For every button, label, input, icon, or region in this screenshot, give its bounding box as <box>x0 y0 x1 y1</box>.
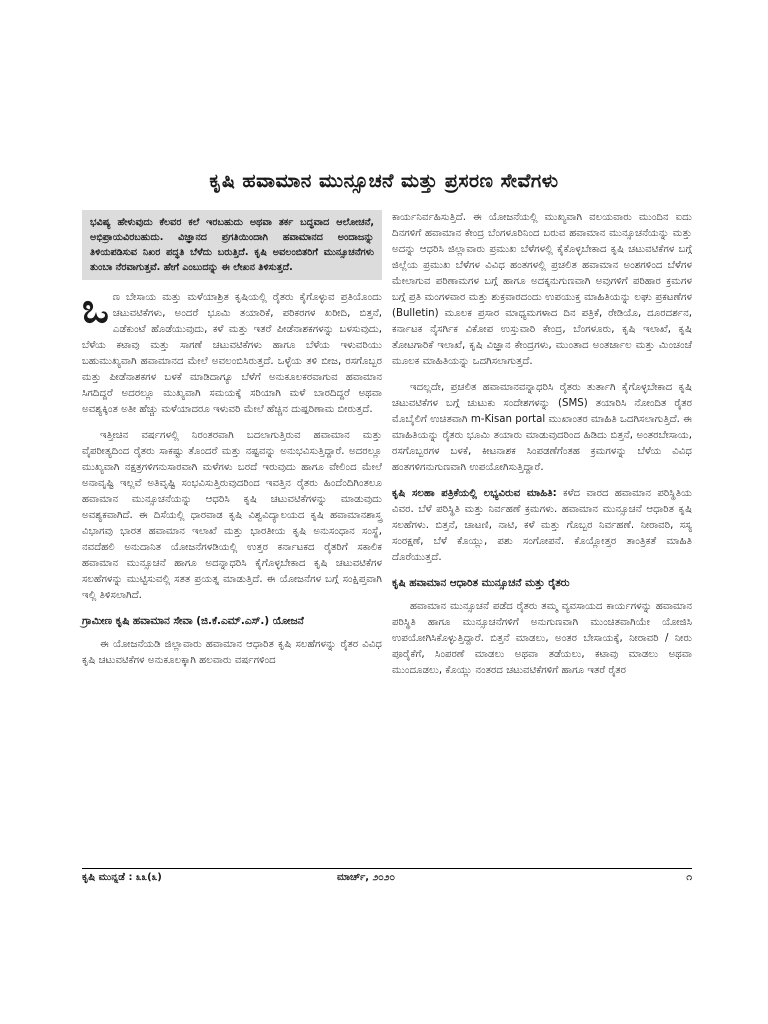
paragraph-2: ಇತ್ತೀಚಿನ ವರ್ಷಗಳಲ್ಲಿ ನಿರಂತರವಾಗಿ ಬದಲಾಗುತ್ತಿರುವ ಹವಾಮಾನ ಮತ್ತು ವೈಪರೀತ್ಯದಿಂದ ರೈತರು ಸಾಕಷ್ಟು ತೊಂದರೆ ಮತ್ತು ನಷ್ಟವನ್ನು ಅನುಭವಿಸುತ್ತಿದ್ದಾರೆ. ಅದರಲ್ಲೂ ಮುಖ್ಯವಾಗಿ ನಕ್ಷತ್ರಗಳಿಗನುಸಾರವಾಗಿ ಮಳೆಗಳು ಬರದೆ ಇರುವುದು ಹಾಗೂ ವೇಲಿಂದ ಮೇಲೆ ಅನಾವೃಷ್ಟಿ ಇಲ್ಲವೆ ಅತಿವೃಷ್ಟಿ ಸಂಭವಿಸುತ್ತಿರುವುದರಿಂದ ಇವತ್ತಿನ ರೈತರು ಹಿಂದೆಂದಿಗಿಂತಲೂ ಹವಾಮಾನ ಮುನ್ಸೂಚನೆಯನ್ನು ಆಧರಿಸಿ ಕೃಷಿ ಚಟುವಟಿಕೆಗಳನ್ನು ಮಾಡುವುದು ಅವಶ್ಯಕವಾಗಿದೆ. ಈ ದಿಸೆಯಲ್ಲಿ ಧಾರವಾಡ ಕೃಷಿ ವಿಶ್ವವಿದ್ಯಾಲಯದ ಕೃಷಿ ಹವಾಮಾನಶಾಸ್ತ್ರ ವಿಭಾಗವು ಭಾರತ ಹವಾಮಾನ ಇಲಾಖೆ ಮತ್ತು ಭಾರತೀಯ ಕೃಷಿ ಅನುಸಂಧಾನ ಸಂಸ್ಥೆ, ನವದೆಹಲಿ ಅನುದಾನಿತ ಯೋಜನೆಗಳಡಿಯಲ್ಲಿ ಉತ್ತರ ಕರ್ನಾಟಕದ ರೈತರಿಗೆ ಸಕಾಲಿಕ ಹವಾಮಾನ ಮುನ್ಸೂಚನೆ ಹಾಗೂ ಅದನ್ನಾಧರಿಸಿ ಕೈಗೊಳ್ಳಬೇಕಾದ ಕೃಷಿ ಚಟುವಟಿಕೆಗಳ ಸಲಹೆಗಳನ್ನು ಮುಟ್ಟಿಸುವಲ್ಲಿ ಸತತ ಪ್ರಯತ್ನ ಮಾಡುತ್ತಿದೆ. ಈ ಯೋಜನೆಗಳ ಬಗ್ಗೆ ಸಂಕ್ಷಿಪ್ತವಾಗಿ ಇಲ್ಲಿ ತಿಳಿಸಲಾಗಿದೆ. <box>82 430 382 601</box>
paragraph-4: ಕಾರ್ಯನಿರ್ವಹಿಸುತ್ತಿದೆ. ಈ ಯೋಜನೆಯಲ್ಲಿ ಮುಖ್ಯವಾಗಿ ವಲಯವಾರು ಮುಂದಿನ ಐದು ದಿನಗಳಿಗೆ ಹವಾಮಾನ ಕೇಂದ್ರ ಬೆಂಗಳೂರಿನಿಂದ ಬರುವ ಹವಾಮಾನ ಮುನ್ಸೂಚನೆಯನ್ನು ಮತ್ತು ಅದನ್ನು ಆಧರಿಸಿ ಜಿಲ್ಲಾವಾರು ಪ್ರಮುಖ ಬೆಳೆಗಳಲ್ಲಿ ಕೈಕೊಳ್ಳಬೇಕಾದ ಕೃಷಿ ಚಟುವಟಿಕೆಗಳ ಬಗ್ಗೆ ಜಿಲ್ಲೆಯ ಪ್ರಮುಖ ಬೆಳೆಗಳ ವಿವಿಧ ಹಂತಗಳಲ್ಲಿ ಪ್ರಚಲಿತ ಹವಾಮಾನ ಅಂಶಗಳಿಂದ ಬೆಳೆಗಳ ಮೇಲಾಗುವ ಪರಿಣಾಮಗಳ ಬಗ್ಗೆ ಹಾಗೂ ಅದಕ್ಕನುಗುಣವಾಗಿ ಅವುಗಳಿಗೆ ಪರಿಹಾರ ಕ್ರಮಗಳ ಬಗ್ಗೆ ಪ್ರತಿ ಮಂಗಳವಾರ ಮತ್ತು ಶುಕ್ರವಾರದಂದು ಉಪಯುಕ್ತ ಮಾಹಿತಿಯನ್ನು ಲಘು ಪ್ರಕಟಣೆಗಳ (Bulletin) ಮೂಲಕ ಪ್ರಸಾರ ಮಾಧ್ಯಮಗಳಾದ ದಿನ ಪತ್ರಿಕೆ, ರೇಡಿಯೊ, ದೂರದರ್ಶನ, ಕರ್ನಾಟಕ ನೈಸರ್ಗಿಕ ವಿಕೋಪ ಉಸ್ತುವಾರಿ ಕೇಂದ್ರ, ಬೆಂಗಳೂರು, ಕೃಷಿ ಇಲಾಖೆ, ಕೃಷಿ ತೋಟಗಾರಿಕೆ ಇಲಾಖೆ, ಕೃಷಿ ವಿಜ್ಞಾನ ಕೇಂದ್ರಗಳು, ಮುಂತಾದ ಅಂತರ್ಜಾಲ ಮತ್ತು ಮಿಂಚಂಚೆ ಮೂಲಕ ಮಾಹಿತಿಯನ್ನು ಒದಗಿಸಲಾಗುತ್ತದೆ. <box>392 212 692 367</box>
section-heading-gkms: ಗ್ರಾಮೀಣ ಕೃಷಿ ಹವಾಮಾನ ಸೇವಾ (ಜಿ.ಕೆ.ಎಮ್.ಎಸ್.) ಯೋಜನೆ <box>82 615 304 627</box>
footer-page-number: ೧ <box>686 872 692 883</box>
paragraph-5: ಇದಲ್ಲದೇ, ಪ್ರಚಲಿತ ಹವಾಮಾನವನ್ನಾಧರಿಸಿ ರೈತರು ತುರ್ತಾಗಿ ಕೈಗೊಳ್ಳಬೇಕಾದ ಕೃಷಿ ಚಟುವಟಿಕೆಗಳ ಬಗ್ಗೆ ಚುಟುಕು ಸಂದೇಶಗಳನ್ನು (SMS) ತಯಾರಿಸಿ ನೋಂದಿತ ರೈತರ ಮೊಬೈಲಿಗೆ ಉಚಿತವಾಗಿ m-Kisan portal ಮುಖಾಂತರ ಮಾಹಿತಿ ಒದಗಿಸಲಾಗುತ್ತಿದೆ. ಈ ಮಾಹಿತಿಯನ್ನು ರೈತರು ಭೂಮಿ ತಯಾರು ಮಾಡುವುದರಿಂದ ಹಿಡಿದು ಬಿತ್ತನೆ, ಅಂತರಬೇಸಾಯ, ರಸಗೊಬ್ಬರಗಳ ಬಳಕೆ, ಕೀಟನಾಶಕ ಸಿಂಪಡಣೆಗೆಂತಹ ಕ್ರಮಗಳನ್ನು ಬೆಳೆಯ ವಿವಿಧ ಹಂತಗಳಿಗನುಗುಣವಾಗಿ ಉಪಯೋಗಿಸುತ್ತಿದ್ದಾರೆ. <box>392 382 692 473</box>
right-column <box>392 210 692 689</box>
footer-date: ಮಾರ್ಚ್, ೨೦೨೦ <box>337 872 395 883</box>
paragraph-1-text: ಣ ಬೇಸಾಯ ಮತ್ತು ಮಳೆಯಾಶ್ರಿತ ಕೃಷಿಯಲ್ಲಿ ರೈತರು ಕೈಗೊಳ್ಳುವ ಪ್ರತಿಯೊಂದು ಚಟುವಟಿಕೆಗಳು, ಅಂದರೆ ಭೂಮಿ ತಯಾರಿಕೆ, ಪರಿಕರಗಳ ಖರೀದಿ, ಬಿತ್ತನೆ, ಎಡೆಕುಂಟೆ ಹೊಡೆಯುವುದು, ಕಳೆ ಮತ್ತು ಇತರೆ ಪೀಡೆನಾಶಕಗಳನ್ನು ಬಳಸುವುದು, ಬೆಳೆಯ ಕಟಾವು ಮತ್ತು ಸಾಗಣೆ ಚಟುವಟಿಕೆಗಳು ಹಾಗೂ ಬೆಳೆಯ ಇಳುವರಿಯು ಬಹುಮುಖ್ಯವಾಗಿ ಹವಾಮಾನದ ಮೇಲೆ ಅವಲಂಬಿಸಿರುತ್ತದೆ. ಒಳ್ಳೆಯ ತಳಿ ಬೀಜ, ರಸಗೊಬ್ಬರ ಮತ್ತು ಪೀಡೆನಾಶಕಗಳ ಬಳಕೆ ಮಾಡಿದಾಗ್ಯೂ ಬೆಳೆಗೆ ಅನುಕೂಲಕರವಾಗುವ ಹವಾಮಾನ ಸಿಗದಿದ್ದರೆ ಅದರಲ್ಲೂ ಮುಖ್ಯವಾಗಿ ಸಮಯಕ್ಕೆ ಸರಿಯಾಗಿ ಮಳೆ ಬಾರದಿದ್ದರೆ ಅಥವಾ ಅವಶ್ಯಕ್ಕಿಂತ ಅತೀ ಹೆಚ್ಚು ಮಳೆಯಾದರೂ ಇಳುವರಿ ಮೇಲೆ ಹೆಚ್ಚಿನ ದುಷ್ಪರಿಣಾಮ ಬೀರುತ್ತದೆ. <box>82 292 382 415</box>
paragraph-7: ಹವಾಮಾನ ಮುನ್ಸೂಚನೆ ಪಡೆದ ರೈತರು ತಮ್ಮ ವ್ಯವಸಾಯದ ಕಾರ್ಯಗಳನ್ನು ಹವಾಮಾನ ಪರಿಸ್ಥಿತಿ ಹಾಗೂ ಮುನ್ಸೂಚನೆಗಳಿಗೆ ಅನುಗುಣವಾಗಿ ಮುಂಚಿತವಾಗಿಯೇ ಯೋಜಿಸಿ ಉಪಯೋಗಿಸಿಕೊಳ್ಳುತ್ತಿದ್ದಾರೆ. ಬಿತ್ತನೆ ಮಾಡಲು, ಅಂತರ ಬೇಸಾಯಕ್ಕೆ, ನೀರಾವರಿ / ನೀರು ಪೂರೈಕೆಗೆ, ಸಿಂಪರಣೆ ಮಾಡಲು ಅಥವಾ ತಡೆಯಲು, ಕಟಾವು ಮಾಡಲು ಅಥವಾ ಮುಂದೂಡಲು, ಕೊಯ್ಲು ನಂತರದ ಚಟುವಟಿಕೆಗಳಿಗೆ ಹಾಗೂ ಇತರೆ ರೈತರ <box>392 601 692 676</box>
paragraph-1 <box>82 286 382 418</box>
paragraph-6 <box>392 486 692 566</box>
page-footer <box>82 872 692 888</box>
intro-box: ಭವಿಷ್ಯ ಹೇಳುವುದು ಕೆಲವರ ಕಲೆ ಇರಬಹುದು ಅಥವಾ ತರ್ಕ ಬದ್ಧವಾದ ಆಲೋಚನೆ, ಅಭಿಪ್ರಾಯವಿರಬಹುದು. ವಿಜ್ಞಾನದ ಪ್ರಗತಿಯಿಂದಾಗಿ ಹವಾಮಾನದ ಅಂದಾಜನ್ನು ತಿಳಿಯಪಡಿಸುವ ನಿಖರ ಪದ್ಧತಿ ಬೆಳೆದು ಬರುತ್ತಿದೆ. ಕೃಷಿ ಅವಲಂಬಿತರಿಗೆ ಮುನ್ಸೂಚನೆಗಳು ತುಂಬಾ ನೆರವಾಗುತ್ತವೆ. ಹೇಗೆ ಎಂಬುದನ್ನು ಈ ಲೇಖನ ತಿಳಿಸುತ್ತದೆ. <box>82 210 382 280</box>
footer-journal: ಕೃಷಿ ಮುನ್ನಡೆ : ೩೩(೩) <box>82 872 162 883</box>
drop-cap: ಒ <box>82 286 109 332</box>
section-heading-farmers: ಕೃಷಿ ಹವಾಮಾನ ಆಧಾರಿತ ಮುನ್ಸೂಚನೆ ಮತ್ತು ರೈತರು <box>392 577 570 589</box>
left-column <box>82 210 382 679</box>
paragraph-3: ಈ ಯೋಜನೆಯಡಿ ಜಿಲ್ಲಾವಾರು ಹವಾಮಾನ ಆಧಾರಿತ ಕೃಷಿ ಸಲಹೆಗಳನ್ನು ರೈತರ ವಿವಿಧ ಕೃಷಿ ಚಟುವಟಿಕೆಗಳ ಅನುಕೂಲಕ್ಕಾಗಿ ಹಲವಾರು ವರ್ಷಗಳಿಂದ <box>82 639 382 666</box>
footer-rule <box>82 868 692 869</box>
paragraph-6-lead: ಕೃಷಿ ಸಲಹಾ ಪತ್ರಿಕೆಯಲ್ಲಿ ಲಭ್ಯವಿರುವ ಮಾಹಿತಿ: <box>392 488 557 499</box>
article-title: ಕೃಷಿ ಹವಾಮಾನ ಮುನ್ಸೂಚನೆ ಮತ್ತು ಪ್ರಸರಣ ಸೇವೆಗಳು <box>209 170 559 192</box>
paragraph-6-text: ಕಳೆದ ವಾರದ ಹವಾಮಾನ ಪರಿಸ್ಥಿತಿಯ ವಿವರ. ಬೆಳೆ ಪರಿಸ್ಥಿತಿ ಮತ್ತು ನಿರ್ವಹಣೆ ಕ್ರಮಗಳು. ಹವಾಮಾನ ಮುನ್ಸೂಚನೆ ಆಧಾರಿತ ಕೃಷಿ ಸಲಹೆಗಳು. ಬಿತ್ತನೆ, ಚಾಟಣಿ, ನಾಟಿ, ಕಳೆ ಮತ್ತು ಗೊಬ್ಬರ ನಿರ್ವಹಣೆ. ನೀರಾವರಿ, ಸಸ್ಯ ಸಂರಕ್ಷಣೆ, ಬೆಳೆ ಕೊಯ್ಲು, ಪಶು ಸಂಗೋಪನೆ. ಕೊಯ್ಲೋತ್ತರ ತಾಂತ್ರಿಕತೆ ಮಾಹಿತಿ ದೊರೆಯುತ್ತದೆ. <box>392 488 692 563</box>
